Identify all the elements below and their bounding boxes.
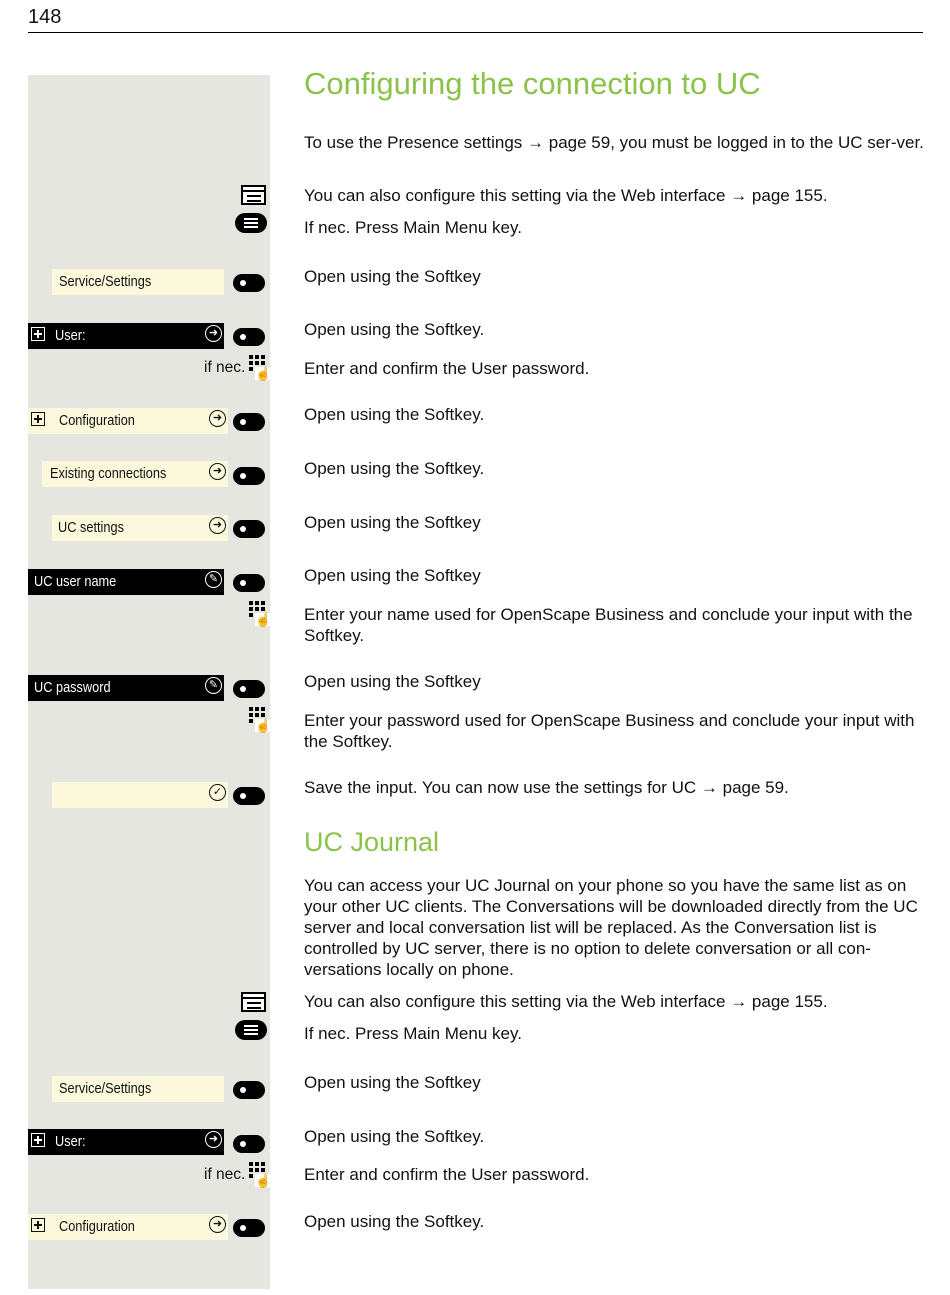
menu-list-icon xyxy=(241,185,266,205)
step-text: Open using the Softkey xyxy=(304,672,481,691)
step-text: You can also configure this setting via the Web interface → page 155. xyxy=(304,992,828,1011)
uc-journal-intro: You can access your UC Journal on your phone so you have the same list as on your other UC clients. The Conversations will be downloaded directly from the UC server and local conversation list will be replaced. As the Conversation list is controlled by UC server, there is no option to delete conversation or all con-versations locally on phone. xyxy=(304,876,918,979)
menu-item-label: UC user name xyxy=(34,574,117,590)
check-circle-icon: ✓ xyxy=(209,784,226,801)
menu-item-label: UC password xyxy=(34,680,111,696)
menu-item-configuration[interactable] xyxy=(28,408,228,434)
menu-item-user[interactable] xyxy=(28,1129,224,1155)
arrow-right-circle-icon: ➜ xyxy=(205,1131,222,1148)
keypad-icon: ☝ xyxy=(249,1162,267,1188)
section-title-uc-journal: UC Journal xyxy=(304,827,440,857)
step-text: Enter and confirm the User password. xyxy=(304,1165,590,1184)
step-text: Open using the Softkey. xyxy=(304,459,485,478)
softkey-icon[interactable] xyxy=(233,787,265,805)
step-text: Open using the Softkey. xyxy=(304,1127,485,1146)
header-rule xyxy=(28,32,923,33)
plus-box-icon xyxy=(31,412,45,426)
step-text: Open using the Softkey xyxy=(304,513,481,532)
softkey-icon[interactable] xyxy=(233,413,265,431)
menu-item-label: Service/Settings xyxy=(59,1081,152,1097)
menu-item-service-settings[interactable] xyxy=(52,269,224,295)
keypad-icon: ☝ xyxy=(249,707,267,733)
if-nec-label: if nec. xyxy=(204,359,246,376)
step-text: Enter your password used for OpenScape Business and conclude your input with the Softkey. xyxy=(304,711,915,751)
keypad-icon: ☝ xyxy=(249,601,267,627)
step-text: Open using the Softkey. xyxy=(304,1212,485,1231)
menu-item-uc-settings[interactable] xyxy=(52,515,228,541)
softkey-icon[interactable] xyxy=(233,520,265,538)
menu-item-label: Configuration xyxy=(59,1219,135,1235)
menu-item-configuration[interactable] xyxy=(28,1214,228,1240)
keypad-icon: ☝ xyxy=(249,355,267,381)
softkey-icon[interactable] xyxy=(233,467,265,485)
arrow-right-circle-icon: ➜ xyxy=(209,410,226,427)
arrow-right-circle-icon: ➜ xyxy=(209,463,226,480)
softkey-icon[interactable] xyxy=(233,1219,265,1237)
step-text: You can also configure this setting via the Web interface → page 155. xyxy=(304,186,828,205)
menu-item-label: User: xyxy=(55,1134,86,1150)
pencil-circle-icon: ✎ xyxy=(205,677,222,694)
step-text: Open using the Softkey. xyxy=(304,405,485,424)
arrow-right-circle-icon: ➜ xyxy=(205,325,222,342)
step-text: If nec. Press Main Menu key. xyxy=(304,218,522,237)
step-text: Open using the Softkey xyxy=(304,566,481,585)
menu-item-service-settings[interactable] xyxy=(52,1076,224,1102)
softkey-icon[interactable] xyxy=(233,1135,265,1153)
step-text: Open using the Softkey. xyxy=(304,320,485,339)
menu-item-label: Configuration xyxy=(59,413,135,429)
menu-item-label: UC settings xyxy=(58,520,124,536)
section-title-configure-uc: Configuring the connection to UC xyxy=(304,66,761,101)
step-text: Open using the Softkey xyxy=(304,267,481,286)
step-text: Open using the Softkey xyxy=(304,1073,481,1092)
menu-list-icon xyxy=(241,992,266,1012)
softkey-icon[interactable] xyxy=(233,574,265,592)
step-text: If nec. Press Main Menu key. xyxy=(304,1024,522,1043)
step-text: Enter and confirm the User password. xyxy=(304,359,590,378)
menu-item-uc-user-name[interactable] xyxy=(28,569,224,595)
step-text: Enter your name used for OpenScape Business and conclude your input with the Softkey. xyxy=(304,605,913,645)
menu-item-label: Existing connections xyxy=(50,466,167,482)
softkey-icon[interactable] xyxy=(233,1081,265,1099)
step-text: Save the input. You can now use the settings for UC → page 59. xyxy=(304,778,789,797)
menu-item-existing-connections[interactable] xyxy=(42,461,228,487)
main-menu-key-icon[interactable] xyxy=(235,213,267,233)
page-number: 148 xyxy=(28,6,62,28)
softkey-icon[interactable] xyxy=(233,274,265,292)
plus-box-icon xyxy=(31,327,45,341)
plus-box-icon xyxy=(31,1218,45,1232)
arrow-right-circle-icon: ➜ xyxy=(209,517,226,534)
pencil-circle-icon: ✎ xyxy=(205,571,222,588)
menu-item-user[interactable] xyxy=(28,323,224,349)
menu-item-uc-password[interactable] xyxy=(28,675,224,701)
menu-item-label: User: xyxy=(55,328,86,344)
arrow-right-circle-icon: ➜ xyxy=(209,1216,226,1233)
menu-item-save[interactable] xyxy=(52,782,228,808)
softkey-icon[interactable] xyxy=(233,680,265,698)
softkey-icon[interactable] xyxy=(233,328,265,346)
menu-item-label: Service/Settings xyxy=(59,274,152,290)
if-nec-label: if nec. xyxy=(204,1166,246,1183)
configure-uc-intro: To use the Presence settings → page 59, you must be logged in to the UC ser-ver. xyxy=(304,133,924,152)
main-menu-key-icon[interactable] xyxy=(235,1020,267,1040)
plus-box-icon xyxy=(31,1133,45,1147)
